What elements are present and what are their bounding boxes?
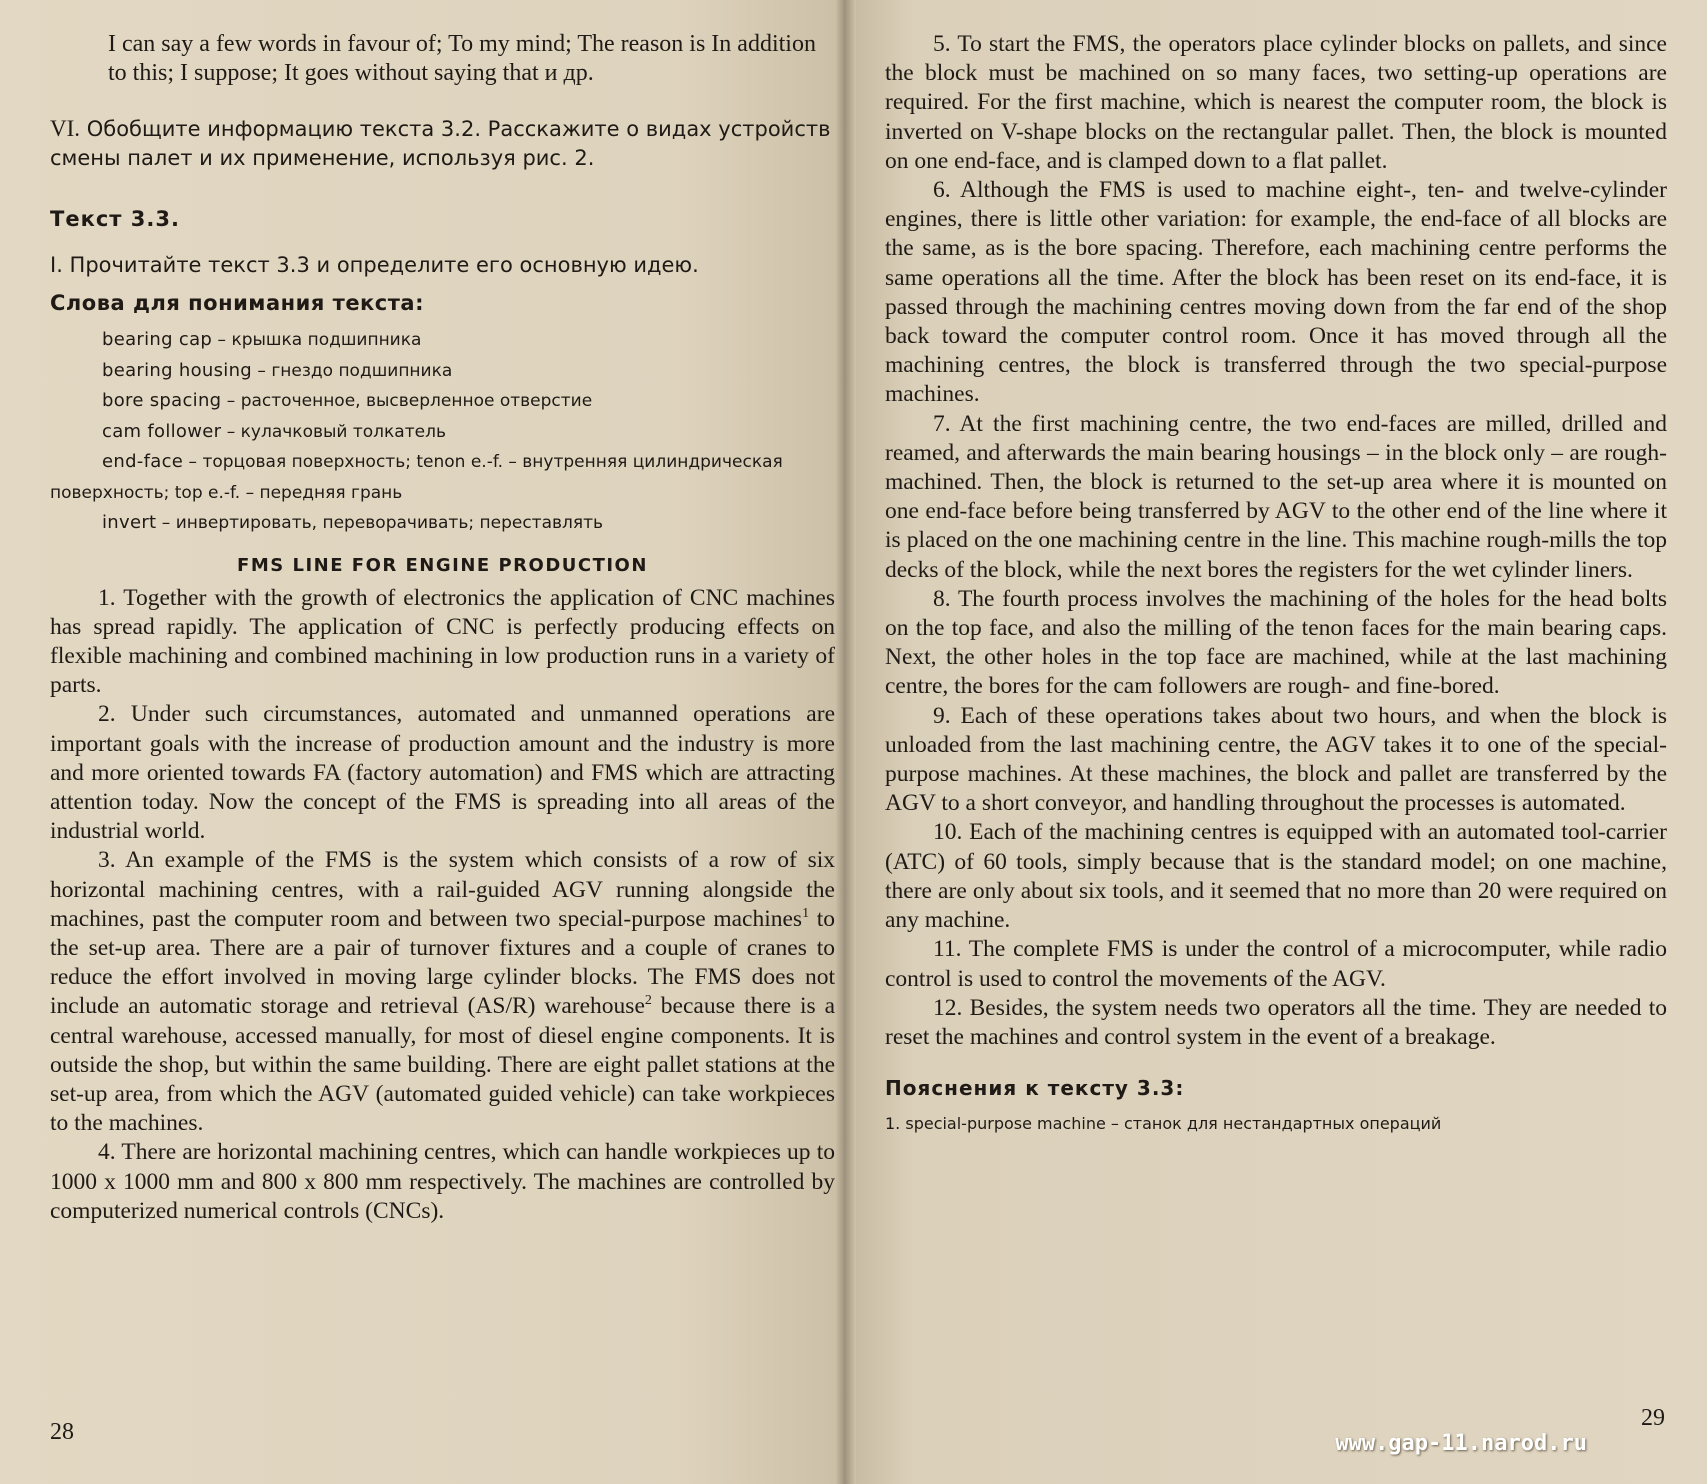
paragraph-8: 8. The fourth process involves the machining of the holes for the head bolts on the top face, and also the milling of the tenon faces for the main bearing caps. Next, the other holes in the top face are machined, while at the last machining centre, the bores for the cam followers are rough- and fine-bored. bbox=[885, 585, 1667, 700]
paragraph-5: 5. To start the FMS, the operators place cylinder blocks on pallets, and since the block must be machined on so many faces, two setting-up operations are required. For the first machine, which is nearest the computer room, the block is inverted on V-shape blocks on the rectangular pallet. Then, the block is mounted on one end-face, and is clamped down to a flat pallet. bbox=[885, 31, 1667, 174]
paragraph-4: 4. There are horizontal machining centres, which can handle workpieces up to 1000 x 1000 mm and 800 x 800 mm respectively. The machines are controlled by computerized numerical controls (CNCs). bbox=[50, 1139, 835, 1224]
book-gutter bbox=[836, 0, 856, 1484]
left-page bbox=[0, 0, 845, 1484]
paragraph-3: 3. An example of the FMS is the system which consists of a row of six horizontal machining centres, with a rail-guided AGV running alongside the machines, past the computer room and between two special-purpose machines$^1$ to the set-up area. There are a pair of turnover fixtures and a couple of cranes to reduce the effort involved in moving large cylinder blocks. The FMS does not include an automatic storage and retrieval (AS/R) warehouse$^2$ because there is a central warehouse, accessed manually, for most of diesel engine components. It is outside the shop, but within the same building. There are eight pallet stations at the set-up area, from which the AGV (automated guided vehicle) can take workpieces to the machines. bbox=[50, 847, 835, 1137]
paragraph-10: 10. Each of the machining centres is equipped with an automated tool-carrier (ATC) of 60 tools, simply because that is the standard model; on one machine, there are only about six tools, and it seemed that no more than 20 were required on any machine. bbox=[885, 819, 1667, 934]
footnote-1: 1. special-purpose machine – станок для нестандартных операций bbox=[885, 1114, 1442, 1134]
paragraph-2: 2. Under such circumstances, automated and unmanned operations are important goals with the increase of production amount and the industry is more and more oriented towards FA (factory automation) and FMS which are attracting attention today. Now the concept of the FMS is spreading into all areas of the industrial world. bbox=[50, 701, 835, 845]
text-heading: Текст 3.3. bbox=[50, 207, 180, 231]
right-page bbox=[845, 0, 1707, 1484]
paragraph-1: 1. Together with the growth of electronics the application of CNC machines has spread rapidly. The application of CNC is perfectly producing effects on flexible machining and combined machining in low production runs in a variety of parts. bbox=[50, 584, 835, 699]
notes-heading: Пояснения к тексту 3.3: bbox=[885, 1076, 1185, 1101]
vocab-item: invert – инвертировать, переворачивать; переставлять bbox=[102, 512, 604, 533]
footnote-ref-2: 2 bbox=[644, 993, 652, 1009]
page-number-left: 28 bbox=[50, 1419, 74, 1445]
paragraph-12: 12. Besides, the system needs two operators all the time. They are needed to reset the machines and control system in the event of a breakage. bbox=[885, 994, 1667, 1050]
exercise-6 bbox=[50, 114, 835, 173]
exercise-6-text: Обобщите информацию текста 3.2. Расскажите о видах устройств смены палет и их применение, используя рис. 2. bbox=[50, 117, 831, 170]
article-title: FMS LINE FOR ENGINE PRODUCTION bbox=[237, 554, 648, 576]
page-number-right: 29 bbox=[1641, 1405, 1665, 1431]
task-1: I. Прочитайте текст 3.3 и определите его основную идею. bbox=[50, 253, 699, 277]
phrase-list: I can say a few words in favour of; To my mind; The reason is In addition to this; I suppose; It goes without saying that и др. bbox=[108, 31, 816, 86]
vocab-item: bearing housing – гнездо подшипника bbox=[102, 359, 453, 381]
paragraph-9: 9. Each of these operations takes about two hours, and when the block is unloaded from the last machining centre, the AGV takes it to one of the special-purpose machines. At these machines, the block and pallet are transferred by the AGV to a short conveyor, and handling throughout the processes is automated. bbox=[885, 702, 1667, 817]
vocab-item: bearing cap – крышка подшипника bbox=[102, 329, 422, 350]
watermark: www.gap-11.narod.ru bbox=[1335, 1431, 1587, 1456]
vocab-list bbox=[50, 325, 835, 539]
vocab-item: end-face – торцовая поверхность; tenon e.-f. – внутренняя цилиндрическая поверхность; top e.-f. – передняя грань bbox=[50, 451, 783, 503]
paragraph-6: 6. Although the FMS is used to machine eight-, ten- and twelve-cylinder engines, there is little other variation: for example, the end-face of all blocks are the same, as is the bore spacing. Therefore, each machining centre performs the same operations all the time. After the block has been reset on its end-face, it is passed through the machining centres moving down from the far end of the shop back toward the computer control room. Once it has moved through all the machining centres, the block is transferred through the two special-purpose machines. bbox=[885, 177, 1667, 408]
paragraph-11: 11. The complete FMS is under the control of a microcomputer, while radio control is used to control the movements of the AGV. bbox=[885, 936, 1667, 992]
exercise-6-number: VI. bbox=[50, 116, 81, 141]
paragraph-7: 7. At the first machining centre, the two end-faces are milled, drilled and reamed, and afterwards the main bearing housings – in the block only – are rough-machined. Then, the block is returned to the set-up area where it is mounted on one end-face before being transferred by AGV to the other end of the line where it is placed on the one machining centre in the line. This machine rough-mills the top decks of the block, while the next bores the registers for the wet cylinder liners. bbox=[885, 410, 1667, 583]
vocab-item: bore spacing – расточенное, высверленное отверстие bbox=[102, 390, 593, 411]
footnote-ref-1: 1 bbox=[802, 905, 810, 921]
vocab-item: cam follower – кулачковый толкатель bbox=[102, 420, 446, 442]
vocab-heading: Слова для понимания текста: bbox=[50, 291, 424, 315]
